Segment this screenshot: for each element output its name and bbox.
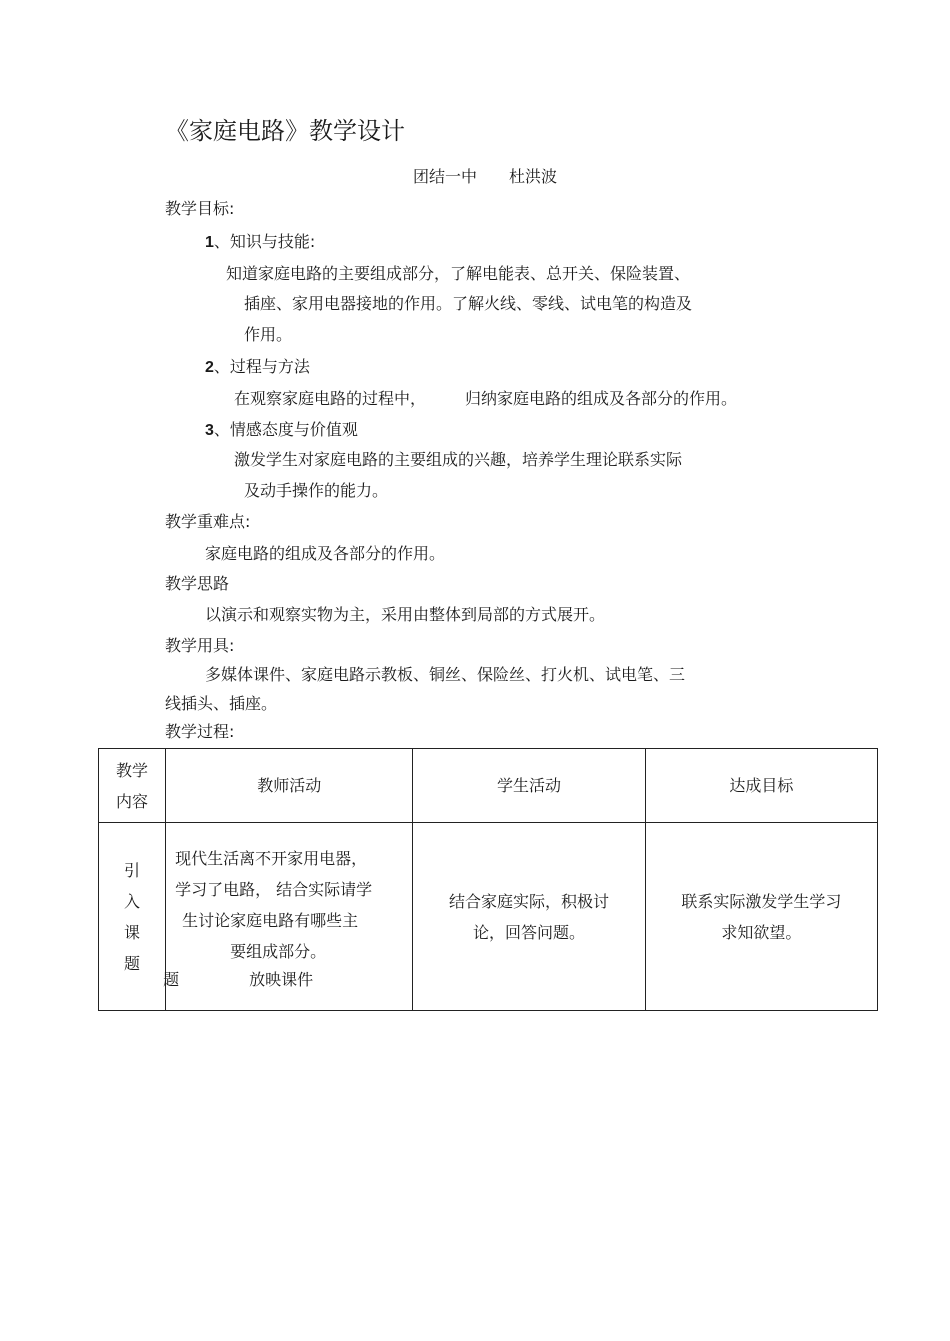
goal-cell — [645, 823, 877, 1011]
teaching-idea-heading: 教学思路 — [165, 574, 230, 593]
teaching-tools-heading: 教学用具: — [165, 636, 235, 655]
objective-1-line: 知道家庭电路的主要组成部分，了解电能表、总开关、保险装置、 — [226, 264, 691, 283]
header-content-line: 教学 — [116, 760, 149, 780]
teacher-activity-cell — [163, 823, 413, 1011]
teacher-activity-extra: 放映课件 — [249, 970, 314, 989]
objective-1-line: 作用。 — [244, 325, 293, 344]
header-content-line: 内容 — [116, 791, 149, 811]
objective-2-label: 、过程与方法 — [213, 357, 310, 376]
objective-1-number: 1 — [205, 234, 214, 251]
table-row — [99, 823, 878, 1011]
objective-3-line: 及动手操作的能力。 — [244, 481, 389, 500]
key-points-heading: 教学重难点: — [165, 512, 251, 531]
teacher-activity-extra: 题 — [163, 970, 180, 989]
objective-1-line: 插座、家用电器接地的作用。了解火线、零线、试电笔的构造及 — [244, 294, 693, 313]
objective-1-heading — [205, 232, 315, 253]
teacher-activity-line: 现代生活离不开家用电器， — [175, 849, 368, 868]
teacher-activity-line: 生讨论家庭电路有哪些主 — [182, 911, 359, 930]
content-char: 入 — [124, 891, 141, 911]
teaching-idea-text: 以演示和观察实物为主，采用由整体到局部的方式展开。 — [205, 605, 606, 624]
author-name: 杜洪波 — [509, 167, 558, 186]
content-char: 题 — [124, 953, 141, 973]
content-char: 引 — [124, 860, 141, 880]
key-points-text: 家庭电路的组成及各部分的作用。 — [205, 544, 446, 563]
content-char: 课 — [124, 922, 141, 942]
objective-2-number: 2 — [205, 359, 214, 376]
teacher-activity-line: 学习了电路， 结合实际请学 — [175, 880, 373, 899]
objective-2-line-a: 在观察家庭电路的过程中， — [234, 389, 427, 408]
objective-3-label: 、情感态度与价值观 — [213, 420, 358, 439]
goal-line: 联系实际激发学生学习 — [681, 891, 842, 911]
table-header-row — [99, 749, 878, 823]
teaching-tools-line: 多媒体课件、家庭电路示教板、铜丝、保险丝、打火机、试电笔、三 — [205, 665, 686, 684]
author-school: 团结一中 — [413, 167, 478, 186]
objectives-heading: 教学目标: — [165, 199, 235, 218]
teaching-tools-line: 线插头、插座。 — [165, 694, 278, 713]
header-content-cell — [99, 749, 166, 823]
teacher-activity-line: 要组成部分。 — [230, 942, 327, 961]
teaching-process-heading: 教学过程: — [165, 722, 235, 741]
objective-3-number: 3 — [205, 422, 214, 439]
objective-3-heading — [205, 420, 358, 441]
student-activity-line: 论，回答问题。 — [473, 922, 586, 942]
student-activity-cell — [413, 823, 645, 1011]
page-title: 《家庭电路》教学设计 — [165, 117, 405, 145]
header-teacher-cell: 教师活动 — [166, 749, 413, 823]
objective-2-line-b: 归纳家庭电路的组成及各部分的作用。 — [465, 389, 738, 408]
objective-3-line: 激发学生对家庭电路的主要组成的兴趣，培养学生理论联系实际 — [234, 450, 683, 469]
header-goal-cell: 达成目标 — [645, 749, 877, 823]
header-student-cell: 学生活动 — [413, 749, 645, 823]
teaching-process-table — [98, 748, 878, 1011]
student-activity-line: 结合家庭实际，积极讨 — [449, 891, 610, 911]
objective-1-label: 、知识与技能: — [213, 232, 316, 251]
content-cell — [99, 823, 166, 1011]
goal-line: 求知欲望。 — [721, 922, 802, 942]
objective-2-heading — [205, 357, 310, 378]
